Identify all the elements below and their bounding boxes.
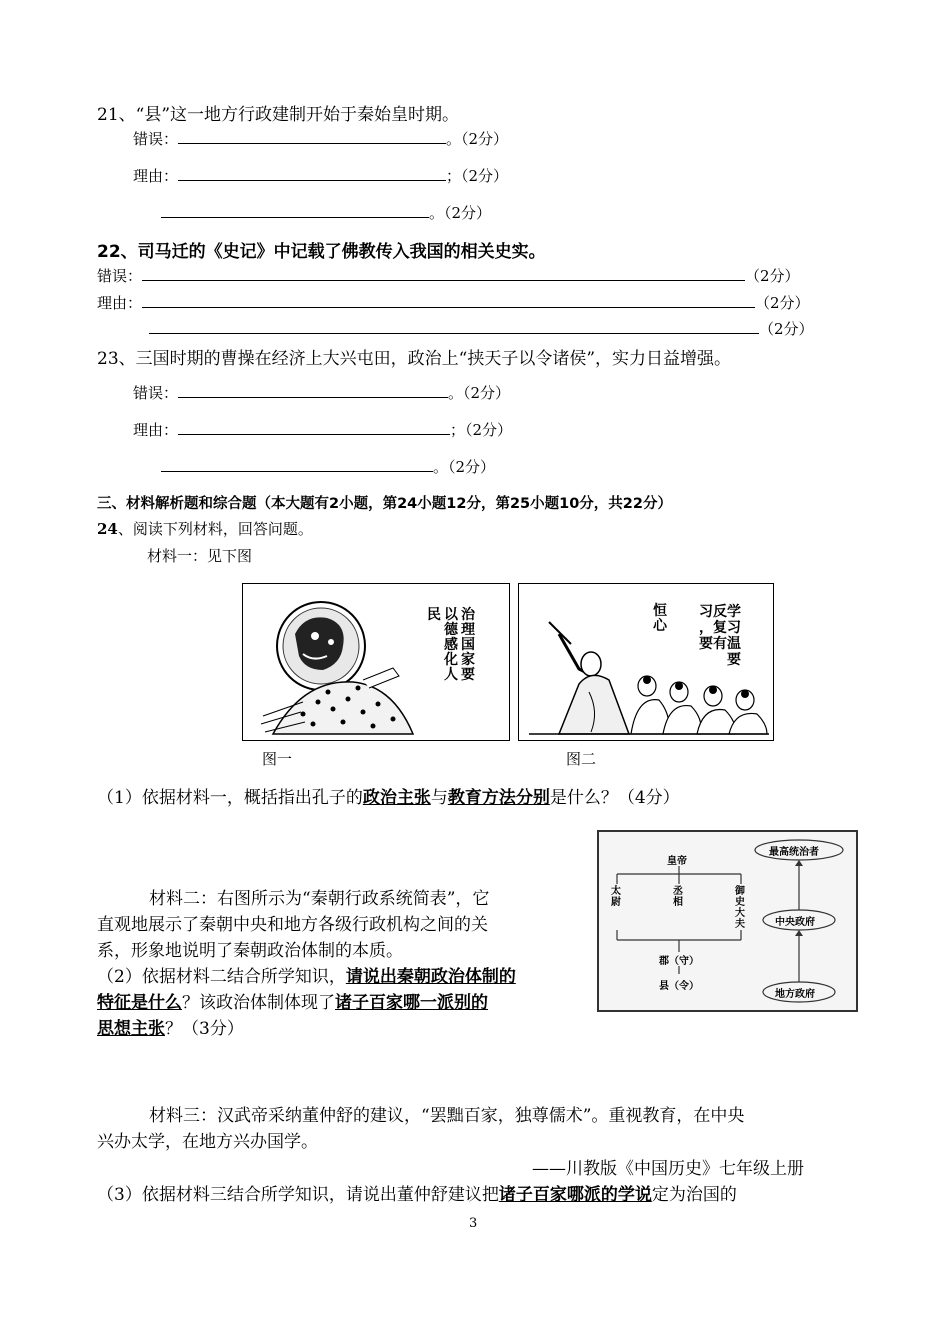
sub3-emphasis: 诸子百家哪派的学说 xyxy=(498,1185,652,1205)
q23-reason-line xyxy=(133,419,512,440)
chart-xian: 县（令） xyxy=(659,981,699,992)
q23-cont-blank[interactable] xyxy=(161,457,433,472)
q22-error-label: 错误： xyxy=(97,267,143,285)
q24-number: 24 xyxy=(97,520,118,538)
sub1-text-after: 是什么？（4分） xyxy=(549,788,680,808)
sub2-emphasis-4: 思想主张 xyxy=(97,1019,165,1039)
q21-reason-line xyxy=(133,165,508,186)
chart-supreme-ruler: 最高统治者 xyxy=(769,847,819,858)
sub2-text-before: （2）依据材料二结合所学知识， xyxy=(97,967,346,987)
sub2-text-after: ？（3分） xyxy=(165,1019,244,1039)
chart-emperor: 皇帝 xyxy=(667,856,687,867)
q24-stem: 、阅读下列材料，回答问题。 xyxy=(117,520,313,538)
chart-jun: 郡（守） xyxy=(659,956,699,967)
sub2-text-mid: ？该政治体制体现了 xyxy=(182,993,335,1013)
sub2-emphasis-3: 诸子百家哪一派别的 xyxy=(335,993,488,1013)
q21-reason-label: 理由： xyxy=(133,167,179,185)
q22-cont-score: （2分） xyxy=(759,320,814,338)
figure-2-confucius-teaching xyxy=(518,583,774,741)
sub1-emphasis-political: 政治主张 xyxy=(362,788,431,808)
sub2-line-3 xyxy=(97,1016,587,1042)
chart-chengxiang: 丞相 xyxy=(673,886,683,908)
fig1-text-col-3: 民 xyxy=(427,607,441,623)
q22-error-line xyxy=(97,265,800,286)
q22-cont-line xyxy=(149,318,814,339)
q21-cont-line xyxy=(161,202,491,223)
q21-error-blank[interactable] xyxy=(178,129,446,144)
sub1-text-before: （1）依据材料一，概括指出孔子的 xyxy=(97,788,363,808)
material3-source: ——川教版《中国历史》七年级上册 xyxy=(532,1159,804,1179)
q23-reason-label: 理由： xyxy=(133,421,179,439)
figure-1-confucius-governing xyxy=(242,583,510,741)
page-number: 3 xyxy=(469,1216,478,1231)
material2-line-2: 直观地展示了秦朝中央和地方各级行政机构之间的关 xyxy=(97,915,488,935)
fig1-text-col-1: 治理国家要 xyxy=(461,607,475,683)
sub2-line-1 xyxy=(97,964,587,990)
q21-error-score: 。（2分） xyxy=(446,130,509,148)
fig1-text-col-2: 以德感化人 xyxy=(444,607,458,683)
q22-reason-label: 理由： xyxy=(97,294,143,312)
section3-heading: 三、材料解析题和综合题（本大题有2小题，第24小题12分，第25小题10分，共22分） xyxy=(97,496,672,512)
q22-reason-blank[interactable] xyxy=(142,293,755,308)
fig2-caption: 图二 xyxy=(566,750,597,768)
q22-reason-line xyxy=(97,292,810,313)
q21-error-line xyxy=(133,128,508,149)
sub3-text-after: 定为治国的 xyxy=(651,1185,737,1205)
q23-error-label: 错误： xyxy=(133,384,179,402)
q23-stem: 23、三国时期的曹操在经济上大兴屯田，政治上“挟天子以令诸侯”，实力日益增强。 xyxy=(97,349,732,369)
sub2-emphasis-2: 特征是什么 xyxy=(97,993,182,1013)
material2-paragraph xyxy=(97,886,587,1042)
material2-line-1: 材料二：右图所示为“秦朝行政系统简表”，它 xyxy=(149,889,490,909)
sub3-text-before: （3）依据材料三结合所学知识，请说出董仲舒建议把 xyxy=(97,1185,499,1205)
q24-intro xyxy=(97,518,313,539)
sub1-emphasis-education: 教育方法分别 xyxy=(447,788,550,808)
q22-error-score: （2分） xyxy=(745,267,800,285)
q21-reason-score: ；（2分） xyxy=(446,167,509,185)
q23-cont-line xyxy=(161,456,495,477)
sub2-line-2 xyxy=(97,990,587,1016)
fig2-text-col-3: 恒心 xyxy=(653,603,667,634)
q21-reason-blank[interactable] xyxy=(178,166,446,181)
sub-question-1 xyxy=(97,783,680,808)
q22-stem: 22、司马迁的《史记》中记载了佛教传入我国的相关史实。 xyxy=(97,242,546,262)
q23-reason-score: ；（2分） xyxy=(450,421,513,439)
material2-line-3: 系，形象地说明了秦朝政治体制的本质。 xyxy=(97,941,403,961)
sub2-emphasis-1: 请说出秦朝政治体制的 xyxy=(345,967,516,987)
chart-local-government: 地方政府 xyxy=(775,989,815,1000)
material1-label: 材料一：见下图 xyxy=(147,547,253,565)
q22-reason-score: （2分） xyxy=(755,294,810,312)
q21-stem: 21、“县”这一地方行政建制开始于秦始皇时期。 xyxy=(97,105,460,125)
sub1-text-mid: 与 xyxy=(430,788,448,808)
q23-error-score: 。（2分） xyxy=(448,384,511,402)
material3-line-1: 材料三：汉武帝采纳董仲舒的建议，“罢黜百家，独尊儒术”。重视教育，在中央 xyxy=(149,1106,745,1126)
chart-taiwei: 太尉 xyxy=(611,886,621,908)
fig2-text-col-1: 习反学 ，复习 要有温 要 xyxy=(699,604,741,668)
q22-cont-blank[interactable] xyxy=(149,319,759,334)
q23-reason-blank[interactable] xyxy=(178,420,450,435)
fig1-caption: 图一 xyxy=(262,750,293,768)
q21-cont-blank[interactable] xyxy=(161,203,429,218)
q23-error-line xyxy=(133,382,510,403)
qin-administrative-chart xyxy=(597,830,858,1012)
sub-question-3 xyxy=(97,1180,737,1205)
chart-central-government: 中央政府 xyxy=(775,917,815,928)
q21-cont-score: 。（2分） xyxy=(429,204,492,222)
chart-lines xyxy=(599,832,856,1010)
q23-error-blank[interactable] xyxy=(178,383,448,398)
q22-error-blank[interactable] xyxy=(142,266,745,281)
q21-error-label: 错误： xyxy=(133,130,179,148)
chart-yushi: 御史大夫 xyxy=(735,886,745,930)
material3-line-2: 兴办太学，在地方兴办国学。 xyxy=(97,1132,318,1152)
q23-cont-score: 。（2分） xyxy=(433,458,496,476)
